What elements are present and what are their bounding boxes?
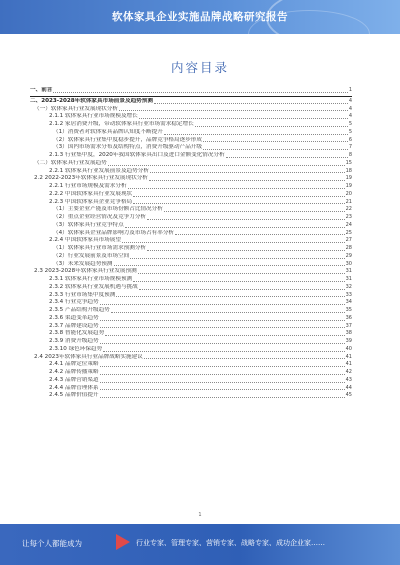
toc-entry[interactable] [30,346,352,354]
toc-entry[interactable] [30,214,352,222]
toc-entry-page: 1 [348,87,352,93]
toc-entry-page: 15 [345,159,352,166]
toc-leader-dots [100,374,345,375]
toc-entry-page: 25 [345,229,352,236]
toc-leader-dots [139,118,348,119]
toc-entry-page: 43 [345,376,352,383]
toc-entry-page: 5 [348,128,352,135]
toc-entry-title: 2.2.1 行业市场规模及需求分析 [49,183,127,189]
toc-leader-dots [130,258,344,259]
page-number: 1 [198,512,202,518]
toc-entry-title: 2.4.4 品牌管理体系 [49,384,99,391]
toc-entry-title: 2.2.3 中国软体家具企业竞争格局 [49,198,133,205]
toc-entry-page: 4 [348,113,352,120]
toc-entry-title: 2.4 2023年软体家具行业品牌战略实施建议 [34,353,143,360]
toc-entry[interactable] [30,268,352,276]
toc-entry-title: 2.3.1 软体家具行业市场规模预测 [49,276,133,282]
toc-entry-page: 28 [345,245,352,251]
toc-entry-title: （2）重点企业经营情况及竞争力分析 [53,214,147,220]
toc-leader-dots [111,312,345,313]
toc-entry[interactable] [30,168,352,176]
toc-entry-page: 19 [345,183,352,189]
toc-entry-title: 2.3.5 产品结构升级趋势 [49,307,110,313]
toc-entry-page: 4 [348,97,352,104]
toc-leader-dots [133,281,344,282]
toc-entry-title: 2.3.10 绿色环保趋势 [49,345,103,352]
toc-leader-dots [100,382,345,383]
toc-entry-title: 2.4.3 品牌营销渠道 [49,376,99,383]
toc-entry[interactable] [30,253,352,261]
toc-entry-title: 2.4.2 品牌传播策略 [49,369,99,375]
toc-entry-title: （二）软体家具行业发展趋势 [34,159,107,166]
toc-entry-page: 41 [345,353,352,360]
toc-entry[interactable] [30,144,352,152]
arrow-icon [116,534,130,550]
toc-entry-page: 38 [345,330,352,337]
toc-leader-dots [105,335,344,336]
toc-entry-title: 2.1.1 软体家具行业市场规模及增长 [49,113,138,120]
toc-entry[interactable] [30,330,352,338]
toc-entry-page: 31 [345,276,352,282]
toc-entry[interactable] [30,292,352,300]
toc-leader-dots [119,110,348,111]
toc-entry-title: （一）软体家具行业发展现状分析 [34,105,118,112]
toc-leader-dots [133,203,344,204]
toc-leader-dots [122,242,345,243]
toc-leader-dots [100,327,345,328]
toc-leader-dots [144,358,345,359]
toc-entry-page: 39 [345,338,352,344]
toc-entry[interactable] [30,152,352,160]
toc-leader-dots [100,343,345,344]
toc-entry-page: 27 [345,237,352,244]
toc-entry-title: （1）主要企业产能及市场份额占比情况分析 [53,206,163,213]
toc-entry-page: 33 [345,291,352,298]
toc-entry-title: 2.3.7 品牌建设趋势 [49,322,99,329]
toc-entry-page: 21 [345,198,352,205]
toc-leader-dots [100,366,345,367]
footer-tags: 行业专家、管理专家、营销专家、战略专家、成功企业家…… [136,539,325,547]
toc-entry[interactable] [30,361,352,369]
toc-entry[interactable] [30,160,352,168]
toc-entry[interactable] [30,191,352,199]
toc-entry-page: 29 [345,252,352,259]
toc-divider [30,96,352,97]
footer-banner [0,524,400,565]
toc-entry-page: 7 [348,144,352,151]
toc-entry[interactable] [30,206,352,214]
toc-leader-dots [100,320,345,321]
toc-leader-dots [154,103,348,104]
toc-leader-dots [125,227,345,228]
toc-entry-title: 2.2 2022-2023年软体家具行业发展现状分析 [34,175,148,182]
toc-entry-page: 42 [345,369,352,375]
toc-entry-title: 一、前言 [30,87,53,93]
toc-entry-title: 2.3 2023-2028年软体家具行业发展预测 [34,268,137,275]
toc-leader-dots [138,273,345,274]
toc-entry-title: 2.3.3 行业市场集中度预测 [49,291,116,298]
toc-leader-dots [164,134,348,135]
toc-leader-dots [149,180,345,181]
toc-entry-page: 36 [345,314,352,321]
toc-leader-dots [195,126,348,127]
toc-entry[interactable] [30,106,352,114]
toc-leader-dots [103,351,344,352]
toc-entry-page: 41 [345,361,352,368]
toc-entry-page: 20 [345,190,352,197]
toc-entry[interactable] [30,245,352,253]
toc-entry-page: 23 [345,214,352,220]
toc-leader-dots [53,92,347,93]
toc-entry[interactable] [30,98,352,106]
toc-entry[interactable] [30,87,352,95]
toc-leader-dots [100,389,345,390]
toc-entry-page: 30 [345,260,352,267]
toc-heading: 内容目录 [170,60,229,75]
toc-entry[interactable] [30,369,352,377]
toc-leader-dots [116,296,344,297]
toc-leader-dots [175,234,345,235]
toc-entry-title: （2）行业发展前景及市场空间 [53,252,130,259]
toc-entry-page: 34 [345,299,352,306]
toc-leader-dots [139,289,345,290]
toc-entry-page: 32 [345,283,352,290]
toc-entry-title: 二、2023-2028年软体家具市场前景及趋势预测 [30,97,153,104]
toc-leader-dots [203,149,348,150]
toc-entry-title: （3）软体家具行业竞争特点 [53,221,124,228]
toc-entry-title: 2.3.6 渠道变革趋势 [49,314,99,321]
toc-entry[interactable] [30,315,352,323]
toc-entry-page: 4 [348,105,352,112]
report-title: 软体家具企业实施品牌战略研究报告 [112,11,288,23]
toc-entry-page: 24 [345,221,352,228]
toc-entry[interactable] [30,230,352,238]
toc-entry-page: 44 [345,384,352,391]
toc-entry[interactable] [30,175,352,183]
toc-entry-page: 6 [348,136,352,143]
toc-entry-title: （1）软体家具行业市场需求预测分析 [53,245,147,251]
toc-entry[interactable] [30,323,352,331]
toc-leader-dots [114,265,345,266]
toc-entry[interactable] [30,276,352,284]
toc-entry-title: 2.3.9 消费升级趋势 [49,338,99,344]
toc-entry-title: （2）软体家具行业集中度稳步提升，品牌竞争格局逐步形成 [53,136,202,143]
toc-entry-title: 2.3.8 智能化发展趋势 [49,330,105,337]
toc-leader-dots [100,397,345,398]
toc-entry-page: 45 [345,392,352,399]
toc-entry-title: 2.3.2 软体家具行业发展机遇与挑战 [49,283,138,290]
toc-entry-title: 2.4.1 品牌定位策略 [49,361,99,368]
toc-leader-dots [147,219,345,220]
toc-entry[interactable] [30,137,352,145]
toc-entry[interactable] [30,121,352,129]
toc-entry[interactable] [30,299,352,307]
toc-entry-title: 2.2.1 软体家具行业发展前景及趋势分析 [49,167,149,174]
toc-entry[interactable] [30,222,352,230]
toc-entry-page: 18 [345,167,352,174]
toc-entry[interactable] [30,354,352,362]
toc-entry[interactable] [30,113,352,121]
toc-entry-page: 19 [345,175,352,182]
table-of-contents [30,87,352,400]
toc-entry[interactable] [30,392,352,400]
toc-entry-page: 35 [345,307,352,313]
footer-slogan: 让每个人都能成为 [22,539,82,548]
toc-entry[interactable] [30,385,352,393]
toc-entry-title: 2.1.3 行业集中度，2020年我国软体家具出口及进口金额变化情况分析 [49,152,225,158]
toc-entry[interactable] [30,183,352,191]
toc-entry-page: 40 [345,345,352,352]
toc-leader-dots [147,250,345,251]
toc-entry-page: 22 [345,206,352,213]
toc-entry[interactable] [30,307,352,315]
toc-entry-page: 5 [348,121,352,127]
toc-entry[interactable] [30,199,352,207]
toc-entry[interactable] [30,377,352,385]
toc-entry-page: 31 [345,268,352,275]
toc-entry-title: 2.1.2 家居消费升级，带动软体家具行业市场需求稳定增长 [49,121,194,127]
toc-leader-dots [164,211,345,212]
toc-entry[interactable] [30,237,352,245]
toc-entry[interactable] [30,338,352,346]
toc-entry-title: 2.2.4 中国软体家具市场展望 [49,237,121,244]
toc-leader-dots [108,165,345,166]
toc-entry-title: （3）国内市场需求分布及结构特点，消费升级驱动产品升级 [53,144,202,151]
toc-leader-dots [128,188,345,189]
toc-entry-title: 2.4.5 品牌价值提升 [49,392,99,399]
toc-entry-page: 8 [348,152,352,158]
toc-entry[interactable] [30,284,352,292]
toc-leader-dots [100,304,345,305]
toc-entry-page: 37 [345,322,352,329]
toc-entry-title: 2.3.4 行业竞争趋势 [49,299,99,306]
toc-entry[interactable] [30,129,352,137]
toc-entry-title: （3）未来发展趋势预测 [53,260,113,267]
top-banner [0,0,400,34]
toc-entry-title: （1）消费者对软体家具品牌认知度不断提升 [53,128,163,135]
toc-entry-title: （4）软体家具企业品牌影响力及市场占有率分析 [53,229,175,236]
toc-leader-dots [133,196,344,197]
toc-leader-dots [203,141,348,142]
toc-entry-title: 2.2.2 中国软体家具行业发展现状 [49,190,133,197]
toc-leader-dots [150,172,345,173]
toc-leader-dots [226,157,348,158]
toc-entry[interactable] [30,261,352,269]
